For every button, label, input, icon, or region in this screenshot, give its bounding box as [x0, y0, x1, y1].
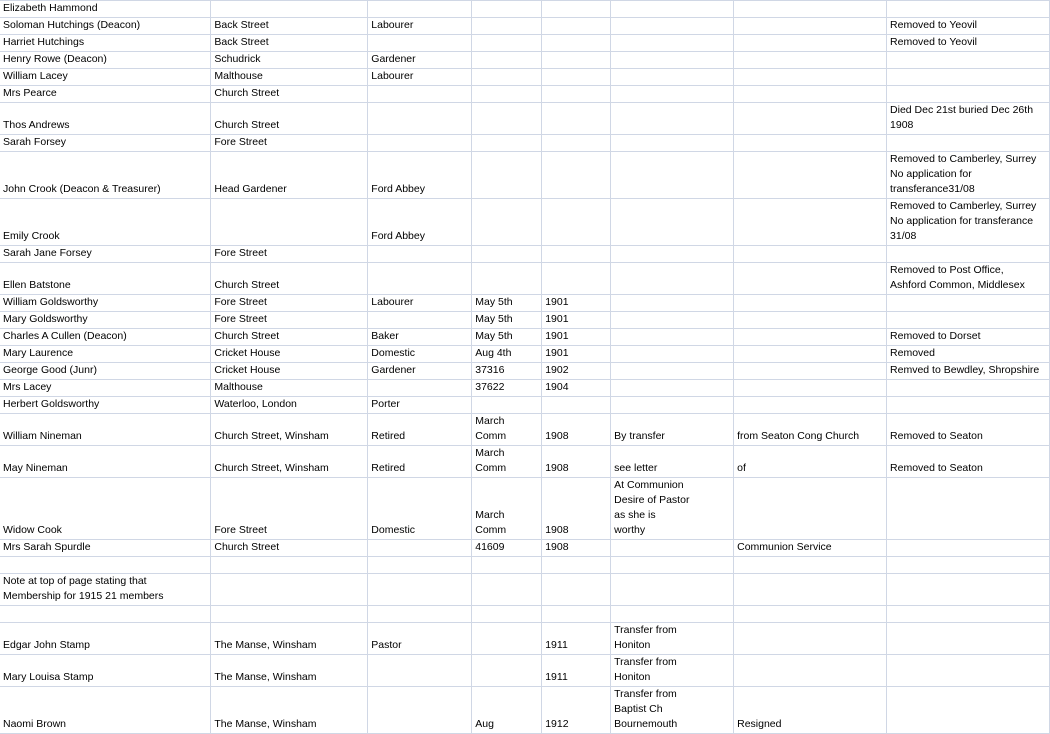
cell-occupation[interactable] [368, 655, 472, 687]
cell-name[interactable]: William Lacey [0, 69, 211, 86]
cell-date[interactable] [472, 18, 542, 35]
cell-occupation[interactable] [368, 103, 472, 135]
table-row [0, 397, 1050, 414]
cell-admission[interactable] [611, 295, 734, 312]
cell-source[interactable] [734, 623, 887, 655]
cell-source[interactable] [734, 380, 887, 397]
cell-source[interactable] [734, 363, 887, 380]
cell-remarks[interactable] [887, 478, 1050, 540]
table-row [0, 52, 1050, 69]
cell-address[interactable]: Schudrick [211, 52, 368, 69]
cell-address[interactable]: Fore Street [211, 478, 368, 540]
cell-date[interactable]: Aug 4th [472, 346, 542, 363]
cell-name[interactable]: William Goldsworthy [0, 295, 211, 312]
cell-date[interactable]: 37622 [472, 380, 542, 397]
cell-admission[interactable]: Transfer from Honiton [611, 623, 734, 655]
cell-name[interactable]: John Crook (Deacon & Treasurer) [0, 152, 211, 199]
cell-occupation[interactable]: Domestic [368, 478, 472, 540]
table-row [0, 135, 1050, 152]
cell-source[interactable] [734, 312, 887, 329]
cell-date[interactable] [472, 69, 542, 86]
cell-year[interactable]: 1908 [542, 478, 611, 540]
cell-occupation[interactable] [368, 574, 472, 606]
cell-name[interactable]: Mary Laurence [0, 346, 211, 363]
cell-source[interactable] [734, 557, 887, 574]
cell-address[interactable]: Church Street [211, 540, 368, 557]
cell-date[interactable] [472, 1, 542, 18]
cell-admission[interactable]: Transfer from Baptist Ch Bournemouth [611, 687, 734, 734]
cell-occupation[interactable] [368, 380, 472, 397]
table-row [0, 363, 1050, 380]
cell-remarks[interactable] [887, 557, 1050, 574]
cell-year[interactable]: 1908 [542, 540, 611, 557]
cell-date[interactable] [472, 152, 542, 199]
cell-year[interactable]: 1911 [542, 623, 611, 655]
cell-year[interactable] [542, 606, 611, 623]
cell-remarks[interactable] [887, 312, 1050, 329]
table-row [0, 478, 1050, 540]
cell-admission[interactable] [611, 69, 734, 86]
cell-occupation[interactable]: Domestic [368, 346, 472, 363]
cell-source[interactable] [734, 246, 887, 263]
cell-year[interactable] [542, 152, 611, 199]
cell-source[interactable] [734, 199, 887, 246]
cell-address[interactable]: Fore Street [211, 295, 368, 312]
cell-address[interactable]: Waterloo, London [211, 397, 368, 414]
cell-occupation[interactable]: Pastor [368, 623, 472, 655]
cell-occupation[interactable]: Baker [368, 329, 472, 346]
cell-remarks[interactable] [887, 295, 1050, 312]
cell-occupation[interactable]: Ford Abbey [368, 152, 472, 199]
cell-remarks[interactable]: Removed to Post Office, Ashford Common, Middlesex [887, 263, 1050, 295]
cell-remarks[interactable] [887, 655, 1050, 687]
table-row [0, 69, 1050, 86]
cell-year[interactable]: 1911 [542, 655, 611, 687]
cell-date[interactable] [472, 199, 542, 246]
cell-admission[interactable] [611, 1, 734, 18]
table-row [0, 380, 1050, 397]
cell-name[interactable]: Mary Goldsworthy [0, 312, 211, 329]
table-row [0, 312, 1050, 329]
table-row [0, 540, 1050, 557]
cell-date[interactable]: 37316 [472, 363, 542, 380]
cell-occupation[interactable] [368, 1, 472, 18]
cell-year[interactable] [542, 103, 611, 135]
cell-name[interactable]: Charles A Cullen (Deacon) [0, 329, 211, 346]
cell-year[interactable] [542, 557, 611, 574]
cell-date[interactable]: May 5th [472, 329, 542, 346]
cell-source[interactable] [734, 135, 887, 152]
cell-source[interactable] [734, 263, 887, 295]
cell-year[interactable] [542, 246, 611, 263]
table-row [0, 655, 1050, 687]
cell-name[interactable]: Emily Crook [0, 199, 211, 246]
cell-date[interactable]: Aug [472, 687, 542, 734]
cell-remarks[interactable]: Removed to Camberley, Surrey No application for transferance 31/08 [887, 199, 1050, 246]
cell-address[interactable]: Church Street [211, 263, 368, 295]
cell-year[interactable]: 1908 [542, 446, 611, 478]
cell-remarks[interactable] [887, 606, 1050, 623]
cell-occupation[interactable] [368, 263, 472, 295]
cell-remarks[interactable] [887, 135, 1050, 152]
cell-admission[interactable]: see letter [611, 446, 734, 478]
cell-year[interactable]: 1912 [542, 687, 611, 734]
cell-date[interactable]: May 5th [472, 295, 542, 312]
cell-name[interactable]: Henry Rowe (Deacon) [0, 52, 211, 69]
cell-admission[interactable] [611, 199, 734, 246]
cell-occupation[interactable]: Ford Abbey [368, 199, 472, 246]
cell-source[interactable]: Communion Service [734, 540, 887, 557]
cell-year[interactable] [542, 18, 611, 35]
cell-address[interactable]: Church Street [211, 103, 368, 135]
cell-name[interactable]: Harriet Hutchings [0, 35, 211, 52]
cell-source[interactable] [734, 69, 887, 86]
cell-address[interactable]: Fore Street [211, 246, 368, 263]
cell-remarks[interactable]: Removed to Seaton [887, 414, 1050, 446]
cell-name[interactable]: Edgar John Stamp [0, 623, 211, 655]
cell-admission[interactable] [611, 152, 734, 199]
cell-date[interactable] [472, 52, 542, 69]
cell-admission[interactable] [611, 574, 734, 606]
cell-source[interactable] [734, 103, 887, 135]
cell-admission[interactable] [611, 312, 734, 329]
cell-remarks[interactable]: Removed to Camberley, Surrey No application for transferance31/08 [887, 152, 1050, 199]
cell-admission[interactable] [611, 397, 734, 414]
cell-remarks[interactable] [887, 687, 1050, 734]
cell-address[interactable]: The Manse, Winsham [211, 655, 368, 687]
cell-date[interactable]: 41609 [472, 540, 542, 557]
cell-address[interactable]: Church Street, Winsham [211, 446, 368, 478]
cell-occupation[interactable]: Retired [368, 414, 472, 446]
cell-admission[interactable] [611, 18, 734, 35]
table-row [0, 152, 1050, 199]
cell-address[interactable]: Church Street, Winsham [211, 414, 368, 446]
table-row [0, 86, 1050, 103]
cell-occupation[interactable] [368, 606, 472, 623]
cell-name[interactable]: Mrs Sarah Spurdle [0, 540, 211, 557]
cell-date[interactable] [472, 86, 542, 103]
cell-source[interactable]: Resigned [734, 687, 887, 734]
cell-date[interactable] [472, 606, 542, 623]
cell-source[interactable] [734, 655, 887, 687]
cell-name[interactable]: May Nineman [0, 446, 211, 478]
cell-year[interactable] [542, 52, 611, 69]
table-row [0, 295, 1050, 312]
cell-remarks[interactable] [887, 86, 1050, 103]
cell-year[interactable]: 1901 [542, 295, 611, 312]
cell-date[interactable] [472, 103, 542, 135]
cell-date[interactable] [472, 35, 542, 52]
cell-name[interactable]: Sarah Forsey [0, 135, 211, 152]
cell-admission[interactable]: Transfer from Honiton [611, 655, 734, 687]
table-row [0, 1, 1050, 18]
cell-admission[interactable] [611, 557, 734, 574]
cell-source[interactable] [734, 152, 887, 199]
table-row [0, 246, 1050, 263]
table-row [0, 446, 1050, 478]
cell-remarks[interactable]: Removed [887, 346, 1050, 363]
cell-year[interactable] [542, 69, 611, 86]
table-row [0, 263, 1050, 295]
table-row [0, 574, 1050, 606]
cell-occupation[interactable] [368, 312, 472, 329]
table-row [0, 103, 1050, 135]
cell-occupation[interactable]: Retired [368, 446, 472, 478]
cell-remarks[interactable]: Remved to Bewdley, Shropshire [887, 363, 1050, 380]
table-row [0, 346, 1050, 363]
cell-admission[interactable] [611, 86, 734, 103]
cell-year[interactable]: 1901 [542, 312, 611, 329]
cell-address[interactable]: Back Street [211, 18, 368, 35]
cell-admission[interactable] [611, 329, 734, 346]
cell-address[interactable] [211, 557, 368, 574]
cell-occupation[interactable] [368, 35, 472, 52]
cell-name[interactable]: Herbert Goldsworthy [0, 397, 211, 414]
cell-admission[interactable] [611, 363, 734, 380]
cell-source[interactable]: from Seaton Cong Church [734, 414, 887, 446]
cell-name[interactable]: Ellen Batstone [0, 263, 211, 295]
cell-admission[interactable] [611, 263, 734, 295]
cell-name[interactable]: Note at top of page stating that Membership for 1915 21 members [0, 574, 211, 606]
cell-year[interactable]: 1901 [542, 329, 611, 346]
cell-name[interactable]: Mrs Lacey [0, 380, 211, 397]
cell-admission[interactable]: At Communion Desire of Pastor as she is worthy [611, 478, 734, 540]
table-row [0, 623, 1050, 655]
cell-occupation[interactable] [368, 540, 472, 557]
cell-name[interactable]: Sarah Jane Forsey [0, 246, 211, 263]
cell-occupation[interactable] [368, 246, 472, 263]
cell-date[interactable] [472, 135, 542, 152]
cell-date[interactable]: March Comm [472, 478, 542, 540]
cell-occupation[interactable]: Gardener [368, 52, 472, 69]
cell-name[interactable]: Widow Cook [0, 478, 211, 540]
cell-source[interactable] [734, 329, 887, 346]
cell-admission[interactable] [611, 606, 734, 623]
table-row [0, 606, 1050, 623]
cell-admission[interactable] [611, 540, 734, 557]
cell-date[interactable]: March Comm [472, 414, 542, 446]
cell-source[interactable] [734, 478, 887, 540]
cell-remarks[interactable] [887, 574, 1050, 606]
cell-admission[interactable]: By transfer [611, 414, 734, 446]
cell-address[interactable]: The Manse, Winsham [211, 623, 368, 655]
table-row [0, 18, 1050, 35]
cell-year[interactable] [542, 35, 611, 52]
table-row [0, 329, 1050, 346]
cell-year[interactable]: 1908 [542, 414, 611, 446]
cell-admission[interactable] [611, 346, 734, 363]
cell-address[interactable] [211, 574, 368, 606]
cell-name[interactable]: Elizabeth Hammond [0, 1, 211, 18]
cell-date[interactable] [472, 655, 542, 687]
cell-source[interactable] [734, 295, 887, 312]
cell-year[interactable] [542, 263, 611, 295]
cell-source[interactable] [734, 606, 887, 623]
cell-admission[interactable] [611, 103, 734, 135]
cell-name[interactable]: Soloman Hutchings (Deacon) [0, 18, 211, 35]
cell-year[interactable] [542, 1, 611, 18]
cell-source[interactable] [734, 86, 887, 103]
cell-remarks[interactable]: Removed to Seaton [887, 446, 1050, 478]
cell-source[interactable] [734, 18, 887, 35]
cell-address[interactable] [211, 606, 368, 623]
table-row [0, 414, 1050, 446]
cell-remarks[interactable] [887, 623, 1050, 655]
cell-source[interactable] [734, 1, 887, 18]
cell-admission[interactable] [611, 246, 734, 263]
cell-year[interactable] [542, 86, 611, 103]
cell-remarks[interactable]: Removed to Yeovil [887, 35, 1050, 52]
cell-year[interactable] [542, 574, 611, 606]
cell-name[interactable]: William Nineman [0, 414, 211, 446]
cell-source[interactable] [734, 574, 887, 606]
cell-occupation[interactable] [368, 557, 472, 574]
cell-year[interactable]: 1904 [542, 380, 611, 397]
cell-occupation[interactable]: Labourer [368, 69, 472, 86]
cell-address[interactable]: Cricket House [211, 363, 368, 380]
sheet-body [0, 1, 1050, 734]
cell-remarks[interactable] [887, 540, 1050, 557]
cell-year[interactable] [542, 199, 611, 246]
cell-date[interactable] [472, 623, 542, 655]
cell-occupation[interactable] [368, 135, 472, 152]
cell-name[interactable]: Thos Andrews [0, 103, 211, 135]
cell-address[interactable]: Head Gardener [211, 152, 368, 199]
cell-name[interactable]: Mrs Pearce [0, 86, 211, 103]
table-row [0, 199, 1050, 246]
cell-source[interactable] [734, 35, 887, 52]
cell-address[interactable]: Church Street [211, 329, 368, 346]
cell-address[interactable]: Malthouse [211, 380, 368, 397]
cell-address[interactable]: Cricket House [211, 346, 368, 363]
cell-address[interactable]: Fore Street [211, 312, 368, 329]
cell-occupation[interactable]: Porter [368, 397, 472, 414]
cell-address[interactable] [211, 199, 368, 246]
cell-date[interactable] [472, 263, 542, 295]
cell-year[interactable]: 1902 [542, 363, 611, 380]
cell-address[interactable]: Malthouse [211, 69, 368, 86]
cell-admission[interactable] [611, 35, 734, 52]
cell-address[interactable]: The Manse, Winsham [211, 687, 368, 734]
cell-remarks[interactable] [887, 1, 1050, 18]
cell-address[interactable]: Fore Street [211, 135, 368, 152]
cell-name[interactable] [0, 557, 211, 574]
cell-occupation[interactable] [368, 86, 472, 103]
cell-date[interactable] [472, 246, 542, 263]
cell-admission[interactable] [611, 135, 734, 152]
cell-remarks[interactable] [887, 380, 1050, 397]
cell-name[interactable]: Naomi Brown [0, 687, 211, 734]
cell-name[interactable]: Mary Louisa Stamp [0, 655, 211, 687]
table-row [0, 557, 1050, 574]
cell-date[interactable] [472, 574, 542, 606]
cell-year[interactable]: 1901 [542, 346, 611, 363]
table-row [0, 687, 1050, 734]
cell-remarks[interactable]: Removed to Dorset [887, 329, 1050, 346]
cell-source[interactable] [734, 397, 887, 414]
cell-occupation[interactable]: Labourer [368, 18, 472, 35]
cell-remarks[interactable] [887, 397, 1050, 414]
cell-address[interactable] [211, 1, 368, 18]
cell-address[interactable]: Church Street [211, 86, 368, 103]
cell-date[interactable] [472, 557, 542, 574]
cell-remarks[interactable]: Died Dec 21st buried Dec 26th 1908 [887, 103, 1050, 135]
cell-remarks[interactable] [887, 246, 1050, 263]
cell-address[interactable]: Back Street [211, 35, 368, 52]
cell-remarks[interactable] [887, 69, 1050, 86]
cell-occupation[interactable] [368, 687, 472, 734]
cell-admission[interactable] [611, 52, 734, 69]
cell-source[interactable] [734, 52, 887, 69]
cell-name[interactable]: George Good (Junr) [0, 363, 211, 380]
cell-year[interactable] [542, 397, 611, 414]
cell-date[interactable]: March Comm [472, 446, 542, 478]
cell-name[interactable] [0, 606, 211, 623]
cell-occupation[interactable]: Gardener [368, 363, 472, 380]
cell-date[interactable] [472, 397, 542, 414]
cell-occupation[interactable]: Labourer [368, 295, 472, 312]
cell-year[interactable] [542, 135, 611, 152]
cell-admission[interactable] [611, 380, 734, 397]
cell-source[interactable]: of [734, 446, 887, 478]
table-row [0, 35, 1050, 52]
cell-remarks[interactable]: Removed to Yeovil [887, 18, 1050, 35]
cell-source[interactable] [734, 346, 887, 363]
cell-remarks[interactable] [887, 52, 1050, 69]
cell-date[interactable]: May 5th [472, 312, 542, 329]
